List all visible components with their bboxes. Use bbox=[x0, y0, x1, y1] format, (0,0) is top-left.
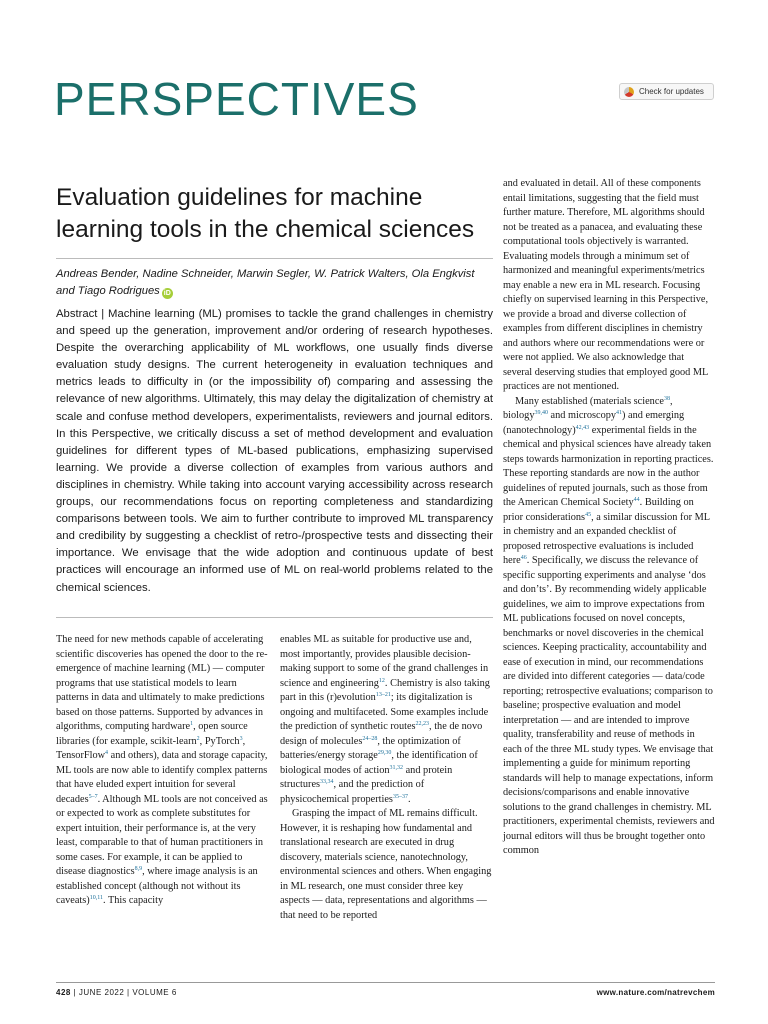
body-text: . Building on prior considerations bbox=[503, 497, 694, 523]
citation-reference-link[interactable]: 22,23 bbox=[415, 721, 430, 727]
citation-reference-link[interactable]: 8,9 bbox=[134, 866, 143, 872]
journal-url-link[interactable]: www.nature.com/natrevchem bbox=[596, 988, 715, 997]
body-text: , and the prediction of physicochemical properties bbox=[280, 779, 425, 805]
body-text: enables ML as suitable for productive use and, most importantly, provides plausible decision-making support to some of the grand challenges in science and engineering bbox=[280, 634, 489, 689]
body-text: experimental fields in the chemical and physical sciences have already taken steps towards harmonization in reporting practices. These reporting standards are now in the author guidelines of reputed journals, such as those from the American Chemical Society bbox=[503, 424, 714, 508]
body-text: . Specifically, we discuss the relevance of specific supporting experiments and analyse ‘dos and don’ts’. By recommending widely applicable guidelines, we aim to improve expectations from ML publications focused on novel concepts, benchmarks or novel discoveries in the chemical sciences. Keeping practicality, accountability and ease of execution in mind, our recommendations are divided into different categories — data/code reporting; retrospective evaluations; comparison to baseline; prospective evaluation and model interpretation — and are intended to improve quality, transferability and reuse of methods in each of the three ML study types. We envisage that implementing a guide for minimum reporting standards will help to manage expectations, inform decisions/comparisons and enable innovative solutions to the grand challenges in chemistry. ML practitioners, experimental chemists, reviewers and journal editors will thus be brought together onto common bbox=[503, 555, 715, 856]
author-list bbox=[56, 266, 493, 300]
body-text: . bbox=[407, 793, 411, 805]
body-column-3 bbox=[503, 177, 715, 859]
body-text: , a similar discussion for ML in chemistry and an expanded checklist of proposed retrospective evaluations is included here bbox=[503, 511, 710, 566]
body-text: , the de novo design of molecules bbox=[280, 721, 483, 747]
citation-reference-link[interactable]: 10,11 bbox=[89, 895, 104, 901]
orcid-icon[interactable]: iD bbox=[163, 290, 171, 297]
body-text: and microscopy bbox=[547, 410, 617, 421]
body-text: Many established (materials science bbox=[515, 395, 664, 407]
footer-divider bbox=[56, 982, 715, 983]
body-text: . Although ML tools are not conceived as or expected to work as complete substitutes for expert intuition, their performance is, at the very least, comparable to that of human practitioners in some cases. For example, it can be applied to disease diagnostics bbox=[56, 793, 268, 877]
abstract-divider bbox=[56, 617, 493, 618]
footer-issue-info: 428 | JUNE 2022 | VOLUME 6 bbox=[56, 988, 177, 997]
citation-reference-link[interactable]: 31,32 bbox=[389, 764, 404, 771]
citation-reference-link[interactable]: 29,30 bbox=[377, 750, 392, 756]
body-text: ) and emerging (nanotechnology) bbox=[503, 410, 685, 436]
citation-reference-link[interactable]: 44 bbox=[633, 497, 640, 503]
citation-reference-link[interactable]: 5–7 bbox=[88, 793, 98, 800]
citation-reference-link[interactable]: 46 bbox=[520, 555, 527, 561]
body-paragraph bbox=[280, 807, 492, 923]
citation-reference-link[interactable]: 4 bbox=[105, 750, 109, 756]
body-text: The need for new methods capable of accelerating scientific discoveries has opened the door to the re-emergence of machine learning (ML) — computer programs that use statistical models to learn patterns in data and ultimately to make predictions based on those patterns. Supported by advances in algorithms, computing hardware bbox=[56, 634, 268, 732]
check-for-updates-button[interactable] bbox=[619, 83, 714, 100]
body-text: and evaluated in detail. All of these components entail limitations, suggesting that the field must further mature. Therefore, ML algorithms should not be treated as a panacea, and evaluating these computational tools objectively is warranted. Evaluating models through a minimum set of harmonized and meaningful experiments/metrics may enable a new era in ML research. Focusing chiefly on supervised learning in this Perspective, we provide a broad and diverse collection of examples from different disciplines in chemistry and authors where our recommendations were or were not applied. We also acknowledge that several deserving studies that employed good ML practices are not mentioned. bbox=[503, 178, 709, 392]
citation-reference-link[interactable]: 24–28 bbox=[362, 735, 378, 742]
body-text: , where image analysis is an established concept (although not without its caveats) bbox=[56, 866, 258, 906]
body-text: , PyTorch bbox=[199, 735, 240, 747]
citation-reference-link[interactable]: 13–21 bbox=[375, 692, 391, 698]
body-paragraph bbox=[503, 395, 715, 859]
body-text: and protein structures bbox=[280, 764, 453, 790]
body-paragraph bbox=[280, 633, 492, 807]
citation-reference-link[interactable]: 38 bbox=[663, 395, 670, 402]
check-for-updates-label: Check for updates bbox=[639, 87, 704, 96]
title-divider bbox=[56, 258, 493, 259]
crossmark-icon bbox=[624, 87, 634, 97]
citation-reference-link[interactable]: 45 bbox=[585, 511, 592, 518]
body-text: , open source libraries (for example, scikit-learn bbox=[56, 721, 248, 747]
body-paragraph bbox=[503, 177, 715, 395]
citation-reference-link[interactable]: 1 bbox=[190, 721, 194, 727]
page-number: 428 bbox=[56, 988, 71, 997]
body-column-2 bbox=[280, 633, 492, 923]
body-paragraph bbox=[56, 633, 271, 909]
body-text: , biology bbox=[503, 395, 673, 421]
section-label: PERSPECTIVES bbox=[54, 73, 419, 125]
citation-reference-link[interactable]: 33,34 bbox=[320, 779, 334, 785]
issue-date-volume: JUNE 2022 | VOLUME 6 bbox=[78, 988, 177, 997]
body-text: ; its digitalization is ongoing and multifaceted. Some examples include the prediction of synthetic routes bbox=[280, 692, 489, 732]
citation-reference-link[interactable]: 39,40 bbox=[534, 410, 548, 416]
body-text: , the identification of biological modes of action bbox=[280, 750, 478, 776]
abstract: Abstract | Machine learning (ML) promises to tackle the grand challenges in chemistry and speed up the generation, improvement and/or ordering of research hypotheses. Despite the overarching applicability of ML workflows, one usually finds diverse evaluation study designs. The current heterogeneity in evaluation techniques and metrics leads to difficulty in (or the impossibility of) comparing and assessing the relevance of new algorithms. Ultimately, this may delay the digitalization of chemistry at scale and confuse method developers, experimentalists, reviewers and journal editors. In this Perspective, we critically discuss a set of method development and evaluation guidelines for different types of ML-based publications, emphasizing supervised learning. We provide a diverse collection of examples from various authors and disciplines in chemistry. While taking into account varying accessibility across research groups, our recommendations focus on reporting completeness and standardizing comparisons between tools. We aim to further contribute to improved ML transparency and credibility by suggesting a checklist of retro-/prospective tests and dissecting their importance. We envisage that the wide adoption and continuous update of best practices will encourage an informed use of ML on real-world problems related to the chemical sciences. bbox=[56, 308, 493, 594]
citation-reference-link[interactable]: 3 bbox=[239, 735, 243, 742]
body-text: , the optimization of batteries/energy storage bbox=[280, 735, 461, 761]
body-column-1 bbox=[56, 633, 271, 909]
body-text: Grasping the impact of ML remains difficult. However, it is reshaping how fundamental and translational research are executed in drug discovery, materials science, nanotechnology, environmental sciences and others. When engaging in ML research, one must consider three key aspects — data, representations and algorithms — that need to be reported bbox=[280, 808, 492, 921]
body-text: . Chemistry is also taking part in this (r)evolution bbox=[280, 677, 490, 703]
article-title: Evaluation guidelines for machine learning tools in the chemical sciences bbox=[56, 184, 475, 243]
body-text: , TensorFlow bbox=[56, 735, 246, 761]
citation-reference-link[interactable]: 35–37 bbox=[392, 793, 408, 800]
body-text: . This capacity bbox=[103, 895, 164, 906]
citation-reference-link[interactable]: 2 bbox=[196, 735, 200, 742]
citation-reference-link[interactable]: 12 bbox=[378, 677, 385, 684]
citation-reference-link[interactable]: 42,43 bbox=[575, 424, 590, 431]
body-text: and others), data and storage capacity, ML tools are now able to identify complex patterns that have eluded expert intuition for several decades bbox=[56, 750, 268, 805]
authors-text: Andreas Bender, Nadine Schneider, Marwin Segler, W. Patrick Walters, Ola Engkvist and Tiago Rodrigues bbox=[56, 268, 475, 297]
citation-reference-link[interactable]: 41 bbox=[616, 410, 623, 416]
